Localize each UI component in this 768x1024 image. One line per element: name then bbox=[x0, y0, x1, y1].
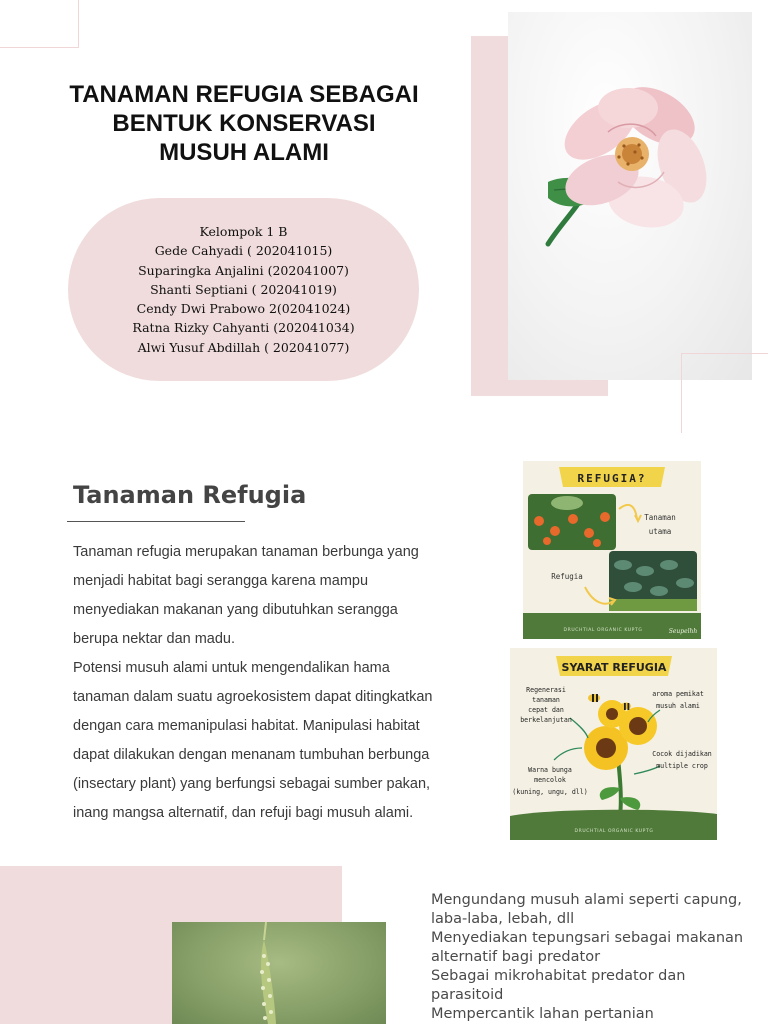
label-refugia: Refugia bbox=[551, 572, 583, 581]
card-footer bbox=[510, 810, 717, 840]
body-line: (insectary plant) yang berfungsi sebagai sumber pakan, bbox=[73, 776, 431, 792]
benefit-line: parasitoid bbox=[431, 987, 504, 1003]
benefit-line: Menyediakan tepungsari sebagai makanan bbox=[431, 930, 744, 946]
plant-illustration bbox=[172, 922, 386, 1024]
body-line: tanaman dalam suatu agroekosistem dapat ditingkatkan bbox=[73, 689, 433, 705]
section-body bbox=[73, 538, 483, 828]
label-color: Warna bunga bbox=[528, 766, 572, 774]
bee-icon bbox=[588, 694, 600, 702]
footer-text: DRUCHTIAL ORGANIC KUPTG bbox=[574, 829, 654, 834]
benefit-line: alternatif bagi predator bbox=[431, 949, 601, 965]
section-heading: Tanaman Refugia bbox=[73, 481, 307, 509]
card-footer bbox=[523, 613, 701, 639]
label-multiple-crop: Cocok dijadikan bbox=[652, 750, 712, 758]
benefit-item bbox=[409, 929, 754, 967]
member-name: Shanti Septiani ( 202041019) bbox=[150, 281, 337, 297]
refugia-infographic-svg bbox=[523, 461, 701, 639]
label-color: mencolok bbox=[534, 776, 566, 784]
members-card bbox=[68, 198, 419, 381]
corner-line-horizontal bbox=[0, 47, 79, 48]
body-line: menyediakan makanan yang dibutuhkan serangga bbox=[73, 602, 398, 618]
label-regeneration: cepat dan bbox=[528, 706, 564, 714]
title-line: BENTUK KONSERVASI bbox=[112, 110, 376, 137]
body-line: inang mangsa alternatif, dan refuji bagi musuh alami. bbox=[73, 805, 414, 821]
benefits-list bbox=[409, 891, 754, 1024]
bullet-icon bbox=[409, 891, 431, 929]
bullet-icon bbox=[409, 929, 431, 967]
label-color: (kuning, ungu, dll) bbox=[512, 788, 588, 796]
signature: Seupelhh bbox=[668, 628, 698, 635]
label-regeneration: berkelanjutan bbox=[520, 716, 572, 724]
corner-line-right-horizontal bbox=[681, 353, 768, 354]
member-name: Suparingka Anjalini (202041007) bbox=[138, 262, 349, 278]
footer-text: DRUCHTIAL ORGANIC KUPTG bbox=[563, 628, 643, 633]
benefit-text bbox=[431, 891, 742, 929]
heading-underline bbox=[67, 521, 245, 522]
label-main-crop: Tanaman bbox=[644, 513, 676, 522]
label-aroma: aroma pemikat bbox=[652, 690, 704, 698]
syarat-refugia-infographic bbox=[510, 648, 717, 840]
benefit-text bbox=[431, 929, 743, 967]
body-line: dengan cara memanipulasi habitat. Manipulasi habitat bbox=[73, 718, 420, 734]
member-name: Gede Cahyadi ( 202041015) bbox=[154, 243, 333, 259]
syarat-infographic-svg bbox=[510, 648, 717, 840]
body-line: menjadi habitat bagi serangga karena mampu bbox=[73, 573, 369, 589]
bullet-icon bbox=[409, 967, 431, 1005]
card-title: SYARAT REFUGIA bbox=[561, 661, 667, 674]
benefit-item bbox=[409, 891, 754, 929]
corner-line-vertical bbox=[78, 0, 79, 48]
label-regeneration: Regenerasi bbox=[526, 686, 566, 694]
label-aroma: musuh alami bbox=[656, 702, 700, 710]
body-line: Tanaman refugia merupakan tanaman berbunga yang bbox=[73, 544, 419, 560]
plant-photo bbox=[172, 922, 386, 1024]
benefit-line: Mengundang musuh alami seperti capung, bbox=[431, 892, 742, 908]
benefit-line: laba-laba, lebah, dll bbox=[431, 911, 575, 927]
group-name: Kelompok 1 B bbox=[199, 224, 288, 240]
flower-photo bbox=[508, 12, 752, 380]
title-line: TANAMAN REFUGIA SEBAGAI bbox=[69, 81, 419, 108]
label-main-crop: utama bbox=[648, 527, 672, 536]
corner-line-right-vertical bbox=[681, 353, 682, 433]
card-title: REFUGIA? bbox=[577, 472, 647, 485]
label-regeneration: tanaman bbox=[532, 696, 560, 704]
refugia-infographic bbox=[523, 461, 701, 639]
member-name: Alwi Yusuf Abdillah ( 202041077) bbox=[137, 339, 350, 355]
benefit-item bbox=[409, 1005, 754, 1024]
flower-illustration bbox=[508, 12, 752, 380]
benefit-item bbox=[409, 967, 754, 1005]
benefit-text bbox=[431, 1005, 654, 1024]
benefit-text bbox=[431, 967, 685, 1005]
member-name: Ratna Rizky Cahyanti (202041034) bbox=[132, 320, 355, 336]
bullet-icon bbox=[409, 1005, 431, 1024]
label-multiple-crop: multiple crop bbox=[656, 762, 708, 770]
body-line: berupa nektar dan madu. bbox=[73, 631, 236, 647]
benefit-line: Sebagai mikrohabitat predator dan bbox=[431, 968, 686, 984]
member-name: Cendy Dwi Prabowo 2(02041024) bbox=[136, 301, 351, 317]
body-line: dapat dilakukan dengan menanam tumbuhan berbunga bbox=[73, 747, 430, 763]
benefit-line: Mempercantik lahan pertanian bbox=[431, 1006, 654, 1022]
page-title bbox=[40, 80, 448, 167]
body-line: Potensi musuh alami untuk mengendalikan hama bbox=[73, 660, 390, 676]
title-line: MUSUH ALAMI bbox=[159, 139, 329, 166]
